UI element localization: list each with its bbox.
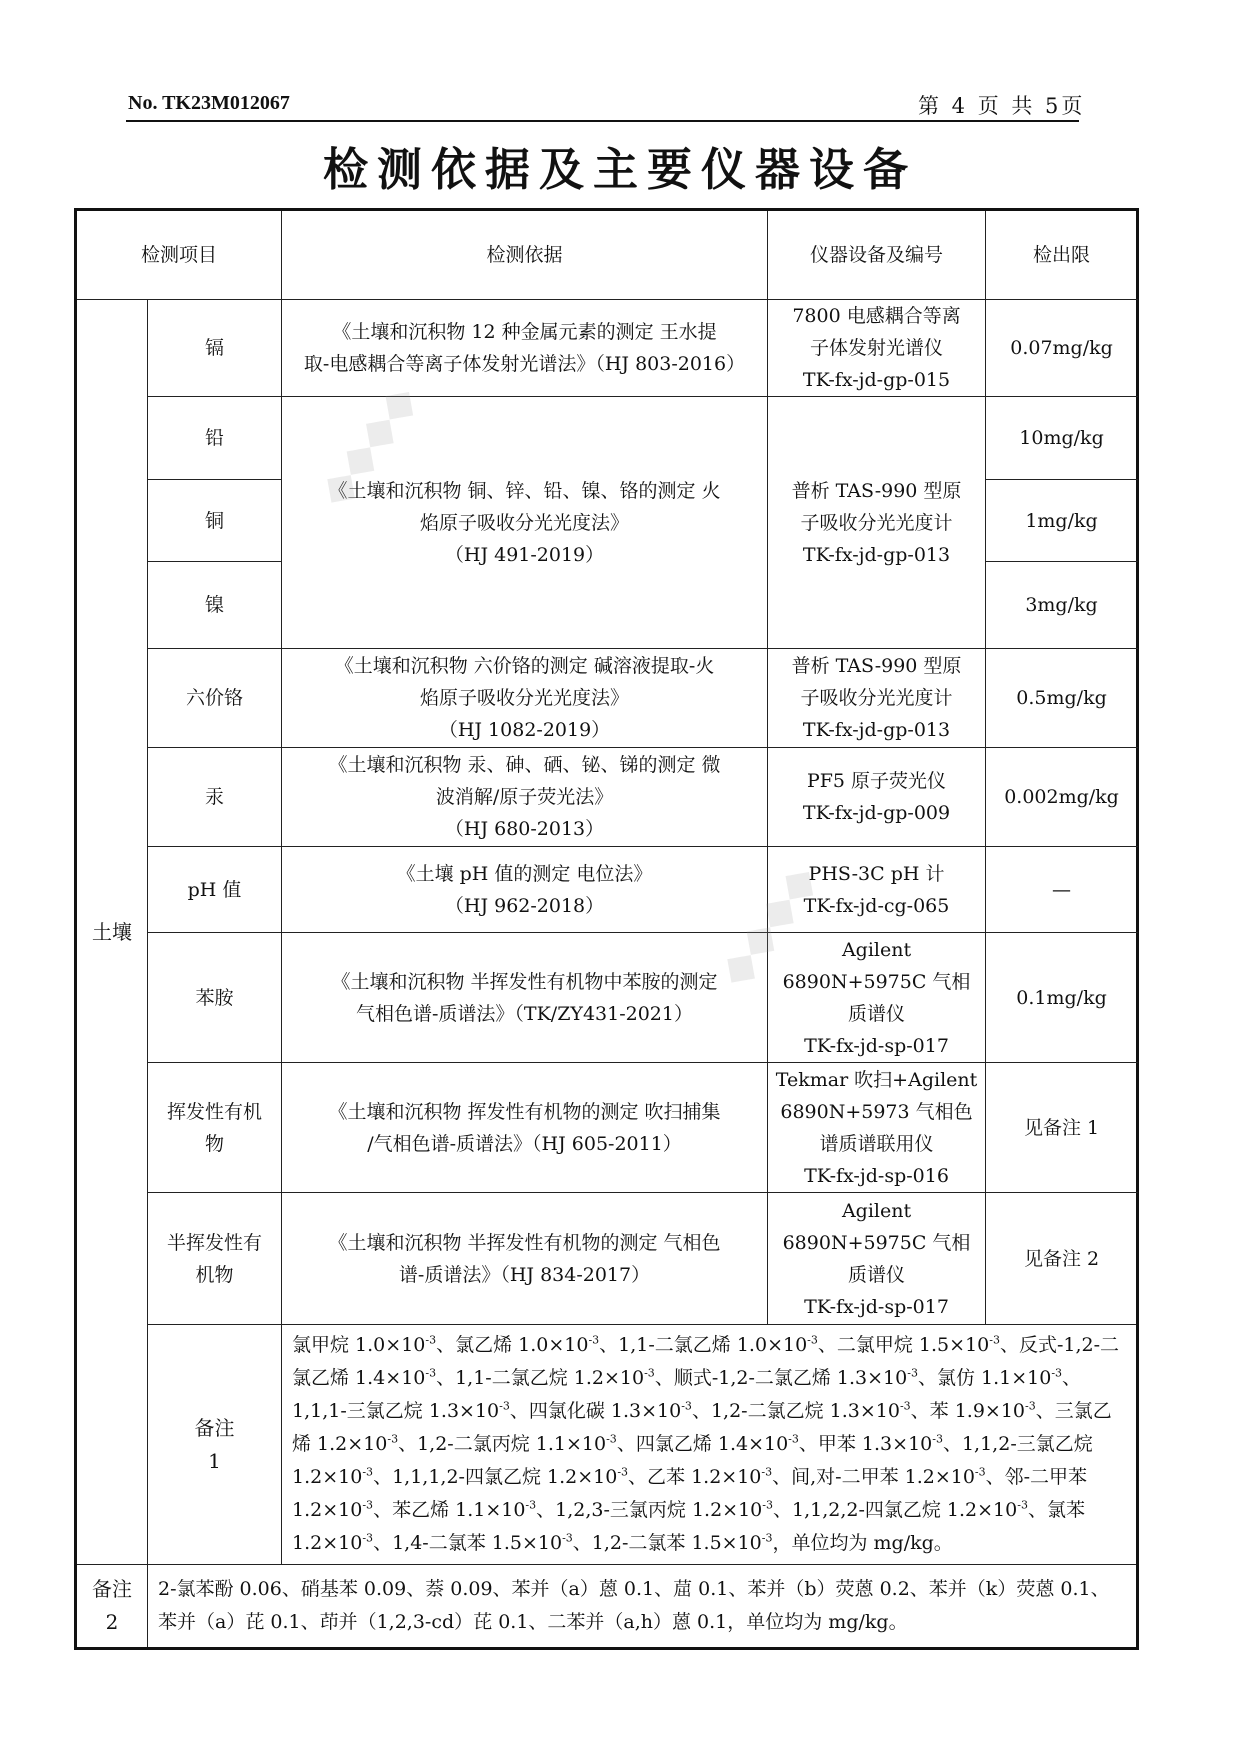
note2-label: 备注 2 — [76, 1565, 148, 1649]
exponent: -3 — [617, 1465, 629, 1479]
note1-segment: 、1,1,2-三氯乙烷 1.2×10 — [292, 1433, 1093, 1488]
table-row — [76, 847, 1138, 933]
instrument-lead-copper-nickel: 普析 TAS-990 型原 子吸收分光光度计 TK-fx-jd-gp-013 — [768, 397, 986, 649]
exponent: -3 — [362, 1531, 374, 1545]
exponent: -3 — [387, 1432, 399, 1446]
testing-basis-table — [74, 208, 1139, 1650]
exponent: -3 — [644, 1366, 655, 1380]
instrument-svoc: Agilent 6890N+5975C 气相 质谱仪 TK-fx-jd-sp-017 — [768, 1193, 986, 1325]
note1-segment: 、氯乙烯 1.0×10 — [436, 1334, 589, 1356]
limit-nickel: 3mg/kg — [986, 562, 1138, 649]
table-row — [76, 748, 1138, 847]
basis-voc: 《土壤和沉积物 挥发性有机物的测定 吹扫捕集 /气相色谱-质谱法》（HJ 605-2011） — [282, 1063, 768, 1193]
item-aniline: 苯胺 — [148, 933, 282, 1063]
exponent: -3 — [1051, 1366, 1063, 1380]
limit-cadmium: 0.07mg/kg — [986, 300, 1138, 397]
note1-segment: 、二氯甲烷 1.5×10 — [817, 1334, 990, 1356]
header-divider — [126, 120, 1079, 122]
header-test-basis: 检测依据 — [282, 210, 768, 300]
note1-segment: 、甲苯 1.3×10 — [798, 1433, 933, 1455]
page-indicator: 第 4 页 共 5页 — [918, 94, 1086, 118]
note1-segment: 、1,2-二氯丙烷 1.1×10 — [398, 1433, 607, 1455]
exponent: -3 — [562, 1531, 573, 1545]
report-number: No. TK23M012067 — [128, 92, 290, 114]
exponent: -3 — [362, 1498, 374, 1512]
exponent: -3 — [989, 1333, 1000, 1347]
exponent: -3 — [606, 1432, 617, 1446]
item-ph: pH 值 — [148, 847, 282, 933]
exponent: -3 — [499, 1399, 510, 1413]
table-row — [76, 1193, 1138, 1325]
instrument-ph: PHS-3C pH 计 TK-fx-jd-cg-065 — [768, 847, 986, 933]
note1-segment: 、乙苯 1.2×10 — [628, 1466, 762, 1488]
note1-segment: 、1,1,1,2-四氯乙烷 1.2×10 — [373, 1466, 618, 1488]
note1-segment: 、1,4-二氯苯 1.5×10 — [373, 1532, 563, 1554]
exponent: -3 — [425, 1366, 437, 1380]
note1-segment: 、间,对-二甲苯 1.2×10 — [772, 1466, 975, 1488]
table-row — [76, 300, 1138, 397]
header-instrument: 仪器设备及编号 — [768, 210, 986, 300]
exponent: -3 — [974, 1465, 986, 1479]
page-title: 检测依据及主要仪器设备 — [322, 143, 917, 196]
limit-mercury: 0.002mg/kg — [986, 748, 1138, 847]
item-hexavalent-chromium: 六价铬 — [148, 649, 282, 748]
exponent: -3 — [761, 1465, 773, 1479]
note1-segment: 、1,1-二氯乙烷 1.2×10 — [436, 1367, 645, 1389]
basis-ph: 《土壤 pH 值的测定 电位法》 （HJ 962-2018） — [282, 847, 768, 933]
note1-segment: 、氯仿 1.1×10 — [917, 1367, 1052, 1389]
instrument-mercury: PF5 原子荧光仪 TK-fx-jd-gp-009 — [768, 748, 986, 847]
note1-label: 备注 1 — [148, 1325, 282, 1565]
instrument-cadmium: 7800 电感耦合等离 子体发射光谱仪 TK-fx-jd-gp-015 — [768, 300, 986, 397]
basis-cadmium: 《土壤和沉积物 12 种金属元素的测定 王水提 取-电感耦合等离子体发射光谱法》（HJ 803-2016） — [282, 300, 768, 397]
item-cadmium: 镉 — [148, 300, 282, 397]
note1-segment: 、邻-二甲苯 1.2×10 — [292, 1466, 1088, 1521]
exponent: -3 — [1025, 1399, 1036, 1413]
note1-segment: 、顺式-1,2-二氯乙烯 1.3×10 — [654, 1367, 908, 1389]
watermark: ◆◆◆◆ — [707, 855, 828, 996]
watermark: ◆◆◆◆ — [307, 375, 428, 516]
exponent: -3 — [899, 1399, 911, 1413]
note1-segment: ，单位均为 mg/kg。 — [772, 1532, 953, 1554]
exponent: -3 — [525, 1498, 537, 1512]
note1-segment: 、1,2-二氯苯 1.5×10 — [572, 1532, 762, 1554]
table-row — [76, 933, 1138, 1063]
item-svoc: 半挥发性有 机物 — [148, 1193, 282, 1325]
basis-svoc: 《土壤和沉积物 半挥发性有机物的测定 气相色 谱-质谱法》（HJ 834-2017） — [282, 1193, 768, 1325]
note1-segment: 、氯苯 1.2×10 — [292, 1499, 1085, 1554]
note1-segment: 、苯乙烯 1.1×10 — [373, 1499, 526, 1521]
basis-aniline: 《土壤和沉积物 半挥发性有机物中苯胺的测定 气相色谱-质谱法》（TK/ZY431-2021） — [282, 933, 768, 1063]
table-row — [76, 1063, 1138, 1193]
note1-segment: 氯甲烷 1.0×10 — [292, 1334, 426, 1356]
note1-segment: 、1,1,2,2-四氯乙烷 1.2×10 — [772, 1499, 1018, 1521]
note1-segment: 、苯 1.9×10 — [910, 1400, 1026, 1422]
note1-segment: 、1,2,3-三氯丙烷 1.2×10 — [536, 1499, 763, 1521]
note1-segment: 、反式-1,2-二氯乙烯 1.4×10 — [292, 1334, 1120, 1389]
limit-hexavalent-chromium: 0.5mg/kg — [986, 649, 1138, 748]
note2-row — [76, 1565, 1138, 1649]
note1-segment: 、1,1,1-三氯乙烷 1.3×10 — [292, 1367, 1082, 1422]
table-row — [76, 649, 1138, 748]
exponent: -3 — [1017, 1498, 1028, 1512]
instrument-aniline: Agilent 6890N+5975C 气相 质谱仪 TK-fx-jd-sp-017 — [768, 933, 986, 1063]
exponent: -3 — [761, 1531, 773, 1545]
basis-hexavalent-chromium: 《土壤和沉积物 六价铬的测定 碱溶液提取-火 焰原子吸收分光光度法》 （HJ 1082-2019） — [282, 649, 768, 748]
exponent: -3 — [762, 1498, 773, 1512]
limit-aniline: 0.1mg/kg — [986, 933, 1138, 1063]
note1-row — [76, 1325, 1138, 1565]
item-copper: 铜 — [148, 480, 282, 562]
note1-segment: 、三氯乙烯 1.2×10 — [292, 1400, 1112, 1455]
instrument-voc: Tekmar 吹扫+Agilent 6890N+5973 气相色 谱质谱联用仪 TK-fx-jd-sp-016 — [768, 1063, 986, 1193]
table-header-row — [76, 210, 1138, 300]
item-voc: 挥发性有机 物 — [148, 1063, 282, 1193]
exponent: -3 — [588, 1333, 600, 1347]
limit-copper: 1mg/kg — [986, 480, 1138, 562]
exponent: -3 — [681, 1399, 692, 1413]
exponent: -3 — [362, 1465, 374, 1479]
limit-ph: — — [986, 847, 1138, 933]
note1-segment: 、1,1-二氯乙烯 1.0×10 — [599, 1334, 808, 1356]
table-row — [76, 397, 1138, 480]
note2-text: 2-氯苯酚 0.06、硝基苯 0.09、萘 0.09、苯并（a）蒽 0.1、䓛 0.1、苯并（b）荧蒽 0.2、苯并（k）荧蒽 0.1、苯并（a）芘 0.1、茚并（1,2,3-cd）芘 0.1、二苯并（a,h）蒽 0.1，单位均为 mg/kg。 — [148, 1565, 1138, 1649]
note1-segment: 、1,2-二氯乙烷 1.3×10 — [691, 1400, 900, 1422]
item-lead: 铅 — [148, 397, 282, 480]
note1-segment: 、四氯乙烯 1.4×10 — [616, 1433, 789, 1455]
exponent: -3 — [932, 1432, 943, 1446]
limit-svoc: 见备注 2 — [986, 1193, 1138, 1325]
exponent: -3 — [807, 1333, 818, 1347]
basis-lead-copper-nickel: 《土壤和沉积物 铜、锌、铅、镍、铬的测定 火 焰原子吸收分光光度法》 （HJ 491-2019） — [282, 397, 768, 649]
exponent: -3 — [425, 1333, 437, 1347]
basis-mercury: 《土壤和沉积物 汞、砷、硒、铋、锑的测定 微 波消解/原子荧光法》 （HJ 680-2013） — [282, 748, 768, 847]
exponent: -3 — [788, 1432, 799, 1446]
exponent: -3 — [907, 1366, 918, 1380]
sample-type-cell: 土壤 — [76, 300, 148, 1565]
instrument-hexavalent-chromium: 普析 TAS-990 型原 子吸收分光光度计 TK-fx-jd-gp-013 — [768, 649, 986, 748]
item-mercury: 汞 — [148, 748, 282, 847]
note1-text — [282, 1325, 1138, 1565]
item-nickel: 镍 — [148, 562, 282, 649]
limit-lead: 10mg/kg — [986, 397, 1138, 480]
header-test-item: 检测项目 — [76, 210, 282, 300]
note1-segment: 、四氯化碳 1.3×10 — [509, 1400, 682, 1422]
limit-voc: 见备注 1 — [986, 1063, 1138, 1193]
header-detection-limit: 检出限 — [986, 210, 1138, 300]
